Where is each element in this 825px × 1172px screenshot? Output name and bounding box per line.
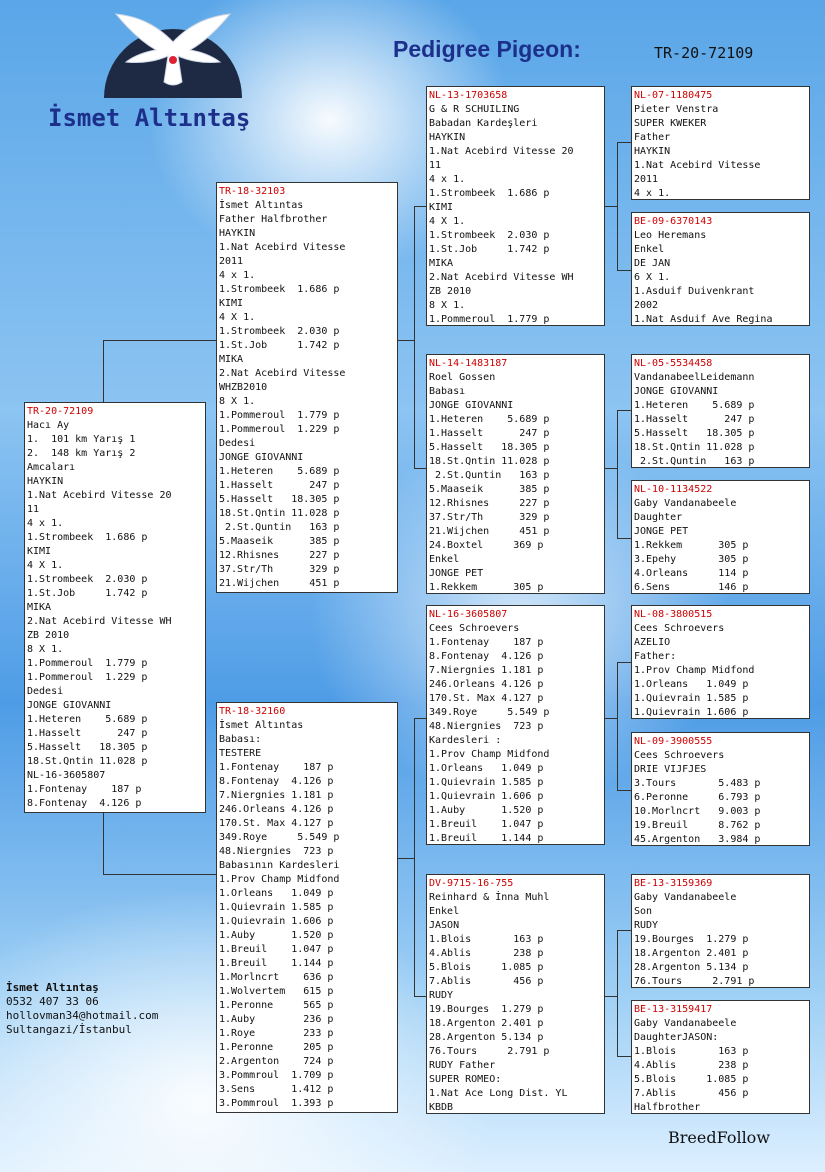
contact-block: [6, 981, 158, 1037]
pedigree-line: 4.Ablis 238 p: [634, 1060, 749, 1071]
pedigree-line: Babadan Kardeşleri: [429, 118, 538, 129]
pedigree-line: 1.Heteren 5.689 p: [219, 466, 340, 477]
pedigree-line: 1.Peronne 565 p: [219, 1000, 334, 1011]
pedigree-line: WHZB2010: [219, 382, 268, 393]
pedigree-line: 1.Strombeek 2.030 p: [429, 230, 550, 241]
pedigree-line: 7.Ablis 456 p: [634, 1088, 749, 1099]
connector: [617, 1056, 631, 1057]
pedigree-line: RUDY Father: [429, 1060, 496, 1071]
pedigree-line: 18.St.Qntin 11.028 p: [429, 456, 550, 467]
pedigree-line: 1.Hasselt 247 p: [634, 414, 755, 425]
connector: [617, 142, 618, 270]
pedigree-line: 1.Quievrain 1.585 p: [219, 902, 334, 913]
pigeon-card-dds[interactable]: [631, 874, 810, 988]
pedigree-line: 1.St.Job 1.742 p: [219, 340, 340, 351]
ring-id: NL-13-1703658: [429, 90, 508, 101]
pedigree-line: 3.Tours 5.483 p: [634, 778, 761, 789]
pedigree-line: 1.Strombeek 1.686 p: [219, 284, 340, 295]
pedigree-line: 1.Fontenay 187 p: [27, 784, 142, 795]
connector: [617, 270, 631, 271]
pedigree-line: 1.Hasselt 247 p: [27, 728, 148, 739]
pigeon-card-ddd[interactable]: [631, 1000, 810, 1114]
pedigree-line: DE JAN: [634, 258, 671, 269]
pedigree-line: 18.Argenton 2.401 p: [634, 948, 749, 959]
pedigree-line: SUPER KWEKER: [634, 118, 707, 129]
pedigree-line: 1.Heteren 5.689 p: [634, 400, 755, 411]
pedigree-line: 10.Morlncrt 9.003 p: [634, 806, 761, 817]
contact-email[interactable]: hollovman34@hotmail.com: [6, 1009, 159, 1022]
pedigree-line: Roel Gossen: [429, 372, 496, 383]
ring-number: TR-20-72109: [654, 44, 754, 62]
pedigree-line: 2011: [219, 256, 244, 267]
ring-id: NL-09-3900555: [634, 736, 713, 747]
connector: [398, 340, 414, 341]
pedigree-line: Babası:: [219, 734, 262, 745]
pedigree-line: 7.Niergnies 1.181 p: [429, 665, 544, 676]
pedigree-line: JONGE PET: [429, 568, 484, 579]
pedigree-line: 1.Pommeroul 1.779 p: [27, 658, 148, 669]
pedigree-line: 2. 148 km Yarış 2: [27, 448, 136, 459]
pedigree-line: 28.Argenton 5.134 p: [634, 962, 749, 973]
pedigree-line: Father:: [634, 651, 677, 662]
pedigree-line: MIKA: [27, 602, 52, 613]
pedigree-line: 2.Nat Acebird Vitesse: [219, 368, 346, 379]
pedigree-line: 1.Orleans 1.049 p: [429, 763, 544, 774]
pedigree-line: 21.Wijchen 451 p: [429, 526, 550, 537]
pedigree-line: Enkel: [429, 554, 460, 565]
pedigree-line: 1.Nat Acebird Vitesse 20: [429, 146, 574, 157]
ring-id: TR-18-32160: [219, 706, 286, 717]
pedigree-line: 1.Fontenay 187 p: [219, 762, 334, 773]
pedigree-line: 18.Argenton 2.401 p: [429, 1018, 544, 1029]
pedigree-line: JONGE PET: [634, 526, 689, 537]
pedigree-line: TESTERE: [219, 748, 262, 759]
pedigree-line: 349.Roye 5.549 p: [219, 832, 340, 843]
pedigree-line: 1.Breuil 1.144 p: [219, 958, 334, 969]
pedigree-line: 11: [429, 160, 442, 171]
pedigree-line: 1.Hasselt 247 p: [429, 428, 550, 439]
pedigree-line: 48.Niergnies 723 p: [219, 846, 334, 857]
connector: [605, 468, 617, 469]
pedigree-line: 170.St. Max 4.127 p: [219, 818, 334, 829]
pedigree-line: 1.Blois 163 p: [634, 1046, 749, 1057]
connector: [414, 718, 415, 996]
pedigree-line: 1.Quievrain 1.585 p: [429, 777, 544, 788]
connector: [414, 468, 426, 469]
pedigree-line: JONGE GIOVANNI: [634, 386, 719, 397]
ring-id: DV-9715-16-755: [429, 878, 514, 889]
pedigree-line: 5.Maaseik 385 p: [429, 484, 550, 495]
pigeon-card-sds[interactable]: [631, 354, 810, 468]
pedigree-line: 1.Roye 233 p: [219, 1028, 334, 1039]
pedigree-line: 1.Quievrain 1.585 p: [634, 693, 749, 704]
pedigree-line: 2.Nat Acebird Vitesse WH: [429, 272, 574, 283]
pedigree-line: 4.Orleans 114 p: [634, 568, 749, 579]
pedigree-line: Son: [634, 906, 653, 917]
connector: [103, 874, 217, 875]
pedigree-line: RUDY: [634, 920, 659, 931]
pedigree-line: 1.Breuil 1.047 p: [219, 944, 334, 955]
pedigree-line: 6.Sens 146 p: [634, 582, 749, 593]
pedigree-line: Babası: [429, 386, 466, 397]
pedigree-line: 3.Pommroul 1.709 p: [219, 1070, 334, 1081]
pedigree-line: 28.Argenton 5.134 p: [429, 1032, 544, 1043]
pedigree-line: 1.Morlncrt 636 p: [219, 972, 334, 983]
pedigree-line: 2.Nat Acebird Vitesse WH: [27, 616, 172, 627]
pedigree-line: 1.Pommeroul 1.229 p: [219, 424, 340, 435]
pedigree-line: 5.Maaseik 385 p: [219, 536, 340, 547]
pedigree-line: 5.Hasselt 18.305 p: [634, 428, 755, 439]
pedigree-line: 1.St.Job 1.742 p: [429, 244, 550, 255]
pedigree-line: 1.Quievrain 1.606 p: [429, 791, 544, 802]
pedigree-line: 8 X 1.: [429, 300, 466, 311]
pedigree-line: ZB 2010: [429, 286, 472, 297]
pedigree-line: 170.St. Max 4.127 p: [429, 693, 544, 704]
pedigree-line: 19.Bourges 1.279 p: [429, 1004, 544, 1015]
contact-phone: 0532 407 33 06: [6, 995, 99, 1008]
pedigree-line: Kardesleri :: [429, 735, 502, 746]
pedigree-line: KIMI: [27, 546, 52, 557]
pedigree-line: 3.Pommroul 1.393 p: [219, 1098, 334, 1109]
connector: [605, 718, 617, 719]
pedigree-line: 21.Wijchen 451 p: [219, 578, 340, 589]
ring-id: BE-13-3159369: [634, 878, 713, 889]
pedigree-line: 45.Argenton 3.984 p: [634, 834, 761, 845]
pedigree-line: 6.Peronne 6.793 p: [634, 792, 761, 803]
contact-location: Sultangazi/İstanbul: [6, 1023, 132, 1036]
pedigree-line: 1.Prov Champ Midfond: [634, 665, 755, 676]
connector: [617, 538, 631, 539]
pedigree-line: Daughter: [634, 512, 683, 523]
pedigree-line: 1.Pommeroul 1.779 p: [429, 314, 550, 325]
pedigree-line: Babasının Kardesleri: [219, 860, 340, 871]
pedigree-line: 2011: [634, 174, 659, 185]
pedigree-line: 1.Breuil 1.144 p: [429, 833, 544, 844]
pedigree-line: 4 X 1.: [219, 312, 256, 323]
pedigree-line: AZELIO: [634, 637, 671, 648]
pedigree-line: SUPER ROMEO:: [429, 1074, 502, 1085]
connector: [414, 718, 426, 719]
pedigree-line: 2002: [634, 300, 659, 311]
contact-name: İsmet Altıntaş: [6, 981, 99, 994]
pedigree-line: JONGE GIOVANNI: [27, 700, 112, 711]
pedigree-line: 1.Strombeek 1.686 p: [429, 188, 550, 199]
pedigree-line: 1.Nat Acebird Vitesse 20: [27, 490, 172, 501]
connector: [414, 996, 426, 997]
pedigree-line: 8 X 1.: [27, 644, 64, 655]
pedigree-line: Enkel: [429, 906, 460, 917]
pedigree-line: KBDB: [429, 1102, 454, 1113]
pedigree-line: Amcaları: [27, 462, 76, 473]
pedigree-line: MIKA: [219, 354, 244, 365]
pedigree-line: 1.Auby 1.520 p: [429, 805, 544, 816]
pedigree-line: MIKA: [429, 258, 454, 269]
connector: [617, 930, 631, 931]
ring-id: NL-10-1134522: [634, 484, 713, 495]
pedigree-line: 76.Tours 2.791 p: [429, 1046, 550, 1057]
pedigree-line: 1.Orleans 1.049 p: [634, 679, 749, 690]
pedigree-line: 2.Argenton 724 p: [219, 1056, 334, 1067]
pigeon-card-ssd[interactable]: [631, 212, 810, 326]
pedigree-line: Leo Heremans: [634, 230, 707, 241]
ring-id: BE-13-3159417: [634, 1004, 713, 1015]
pedigree-line: 1.Nat Asduif Ave Regina: [634, 314, 773, 325]
pedigree-line: 1.Quievrain 1.606 p: [219, 916, 334, 927]
pedigree-line: 1.Quievrain 1.606 p: [634, 707, 749, 718]
pedigree-line: 1.Pommeroul 1.229 p: [27, 672, 148, 683]
connector: [103, 340, 217, 341]
pigeon-card-sire-dam[interactable]: [426, 354, 605, 594]
pedigree-line: 1.Peronne 205 p: [219, 1042, 334, 1053]
pedigree-line: 1.St.Job 1.742 p: [27, 588, 148, 599]
pedigree-line: NL-16-3605807: [27, 770, 106, 781]
pedigree-line: 12.Rhisnes 227 p: [219, 550, 340, 561]
pedigree-line: Hacı Ay: [27, 420, 70, 431]
brand-mark: BreedFollow: [668, 1128, 771, 1147]
pedigree-line: HAYKIN: [219, 228, 256, 239]
pedigree-line: 48.Niergnies 723 p: [429, 721, 544, 732]
pedigree-line: JONGE GIOVANNI: [429, 400, 514, 411]
pigeon-card-sire-sire[interactable]: [426, 86, 605, 326]
pedigree-line: 4 X 1.: [429, 216, 466, 227]
pedigree-line: 1.Hasselt 247 p: [219, 480, 340, 491]
owner-name: İsmet Altıntaş: [48, 104, 251, 132]
pedigree-line: Father: [634, 132, 671, 143]
pigeon-card-dam[interactable]: [216, 702, 398, 1113]
pedigree-line: KIMI: [219, 298, 244, 309]
pedigree-line: Pieter Venstra: [634, 104, 719, 115]
pedigree-line: DaughterJASON:: [634, 1032, 719, 1043]
ring-id: NL-16-3605807: [429, 609, 508, 620]
pigeon-card-dam-dam[interactable]: [426, 874, 605, 1114]
pedigree-line: 1.Heteren 5.689 p: [27, 714, 148, 725]
pedigree-line: 4 X 1.: [27, 560, 64, 571]
pedigree-line: 1.Strombeek 1.686 p: [27, 532, 148, 543]
pedigree-line: 7.Ablis 456 p: [429, 976, 544, 987]
pedigree-line: 18.St.Qntin 11.028 p: [219, 508, 340, 519]
pedigree-line: İsmet Altıntas: [219, 720, 304, 731]
pedigree-line: JONGE GIOVANNI: [219, 452, 304, 463]
pedigree-line: Cees Schroevers: [429, 623, 520, 634]
pedigree-line: 8.Fontenay 4.126 p: [27, 798, 142, 809]
pedigree-line: VandanabeelLeidemann: [634, 372, 755, 383]
pedigree-line: HAYKIN: [429, 132, 466, 143]
pedigree-line: Cees Schroevers: [634, 750, 725, 761]
pedigree-line: 5.Hasselt 18.305 p: [27, 742, 148, 753]
connector: [617, 410, 631, 411]
ring-id: NL-07-1180475: [634, 90, 713, 101]
pedigree-line: 6 X 1.: [634, 272, 671, 283]
pedigree-line: 1.Asduif Duivenkrant: [634, 286, 755, 297]
pedigree-line: 4 x 1.: [429, 174, 466, 185]
pigeon-card-sire[interactable]: [216, 182, 398, 593]
connector: [398, 858, 414, 859]
pedigree-line: Gaby Vandanabeele: [634, 498, 737, 509]
pedigree-line: 8.Fontenay 4.126 p: [429, 651, 544, 662]
connector: [617, 410, 618, 538]
pedigree-line: 4.Ablis 238 p: [429, 948, 544, 959]
pedigree-line: 3.Sens 1.412 p: [219, 1084, 334, 1095]
pedigree-line: 1. 101 km Yarış 1: [27, 434, 136, 445]
pedigree-line: 11: [27, 504, 40, 515]
pedigree-line: 24.Boxtel 369 p: [429, 540, 544, 551]
pedigree-line: 5.Hasselt 18.305 p: [429, 442, 550, 453]
pedigree-line: G & R SCHUILING: [429, 104, 520, 115]
connector: [414, 206, 426, 207]
pedigree-line: Dedesi: [27, 686, 64, 697]
pedigree-line: 7.Niergnies 1.181 p: [219, 790, 334, 801]
pedigree-line: DRIE VIJFJES: [634, 764, 707, 775]
connector: [617, 142, 631, 143]
pedigree-line: 1.Prov Champ Midfond: [219, 874, 340, 885]
pedigree-line: Gaby Vandanabeele: [634, 892, 737, 903]
pedigree-line: Halfbrother: [634, 1102, 701, 1113]
dove-logo: [104, 12, 242, 98]
pedigree-line: 5.Blois 1.085 p: [429, 962, 544, 973]
ring-id: NL-14-1483187: [429, 358, 508, 369]
pedigree-line: 1.Rekkem 305 p: [429, 582, 544, 593]
ring-id: NL-05-5534458: [634, 358, 713, 369]
pedigree-line: 4 x 1.: [634, 188, 671, 199]
connector: [414, 206, 415, 468]
pedigree-line: 1.Strombeek 2.030 p: [219, 326, 340, 337]
ring-id: TR-20-72109: [27, 406, 94, 417]
pedigree-line: 76.Tours 2.791 p: [634, 976, 755, 987]
pedigree-line: Dedesi: [219, 438, 256, 449]
pedigree-line: 1.Prov Champ Midfond: [429, 749, 550, 760]
pigeon-card-dsd[interactable]: [631, 732, 810, 846]
pedigree-line: İsmet Altıntas: [219, 200, 304, 211]
pedigree-line: 5.Hasselt 18.305 p: [219, 494, 340, 505]
pedigree-line: RUDY: [429, 990, 454, 1001]
pedigree-line: 8 X 1.: [219, 396, 256, 407]
pedigree-line: Cees Schroevers: [634, 623, 725, 634]
pedigree-line: KIMI: [429, 202, 454, 213]
pedigree-line: 1.Orleans 1.049 p: [219, 888, 334, 899]
pedigree-line: 246.Orleans 4.126 p: [429, 679, 544, 690]
pedigree-line: Reinhard & İnna Muhl: [429, 892, 550, 903]
pedigree-line: 1.Blois 163 p: [429, 934, 544, 945]
pedigree-line: HAYKIN: [27, 476, 64, 487]
pedigree-line: 1.Rekkem 305 p: [634, 540, 749, 551]
pedigree-line: 1.Heteren 5.689 p: [429, 414, 550, 425]
pedigree-line: 1.Fontenay 187 p: [429, 637, 544, 648]
connector: [617, 790, 631, 791]
pedigree-line: 1.Pommeroul 1.779 p: [219, 410, 340, 421]
pedigree-line: ZB 2010: [27, 630, 70, 641]
pedigree-line: 1.Nat Acebird Vitesse: [219, 242, 346, 253]
connector: [605, 206, 617, 207]
page-title: Pedigree Pigeon:: [393, 36, 581, 62]
pedigree-line: 1.Nat Acebird Vitesse: [634, 160, 761, 171]
pedigree-line: 5.Blois 1.085 p: [634, 1074, 749, 1085]
pedigree-line: Father Halfbrother: [219, 214, 328, 225]
connector: [617, 930, 618, 1056]
pigeon-card-sdd[interactable]: [631, 480, 810, 594]
pedigree-line: 2.St.Quntin 163 p: [429, 470, 550, 481]
pedigree-line: 4 x 1.: [27, 518, 64, 529]
pedigree-line: 37.Str/Th 329 p: [429, 512, 550, 523]
connector: [617, 662, 631, 663]
connector: [605, 996, 617, 997]
pedigree-line: 349.Roye 5.549 p: [429, 707, 550, 718]
pedigree-line: 2.St.Quntin 163 p: [634, 456, 755, 467]
pedigree-line: HAYKIN: [634, 146, 671, 157]
pedigree-line: 1.Breuil 1.047 p: [429, 819, 544, 830]
ring-id: NL-08-3800515: [634, 609, 713, 620]
connector: [617, 662, 618, 790]
pedigree-line: 18.St.Qntin 11.028 p: [634, 442, 755, 453]
pedigree-line: 1.Wolvertem 615 p: [219, 986, 334, 997]
pedigree-line: 37.Str/Th 329 p: [219, 564, 340, 575]
pedigree-line: 1.Auby 1.520 p: [219, 930, 334, 941]
pedigree-line: 4 x 1.: [219, 270, 256, 281]
pigeon-card-dss[interactable]: [631, 605, 810, 719]
pedigree-line: 8.Fontenay 4.126 p: [219, 776, 334, 787]
pigeon-card-subject[interactable]: [24, 402, 206, 813]
pedigree-line: 12.Rhisnes 227 p: [429, 498, 550, 509]
ring-id: TR-18-32103: [219, 186, 286, 197]
pedigree-line: 3.Epehy 305 p: [634, 554, 749, 565]
pedigree-line: JASON: [429, 920, 460, 931]
ring-id: BE-09-6370143: [634, 216, 713, 227]
pigeon-card-dam-sire[interactable]: [426, 605, 605, 845]
pedigree-line: 1.Nat Ace Long Dist. YL: [429, 1088, 568, 1099]
pigeon-card-sss[interactable]: [631, 86, 810, 200]
pedigree-line: 1.Strombeek 2.030 p: [27, 574, 148, 585]
pedigree-line: 19.Bourges 1.279 p: [634, 934, 749, 945]
pedigree-line: 2.St.Quntin 163 p: [219, 522, 340, 533]
pedigree-line: Enkel: [634, 244, 665, 255]
pedigree-line: 246.Orleans 4.126 p: [219, 804, 334, 815]
pedigree-line: Gaby Vandanabeele: [634, 1018, 737, 1029]
pedigree-line: 18.St.Qntin 11.028 p: [27, 756, 148, 767]
pedigree-line: 19.Breuil 8.762 p: [634, 820, 761, 831]
pedigree-line: 1.Auby 236 p: [219, 1014, 334, 1025]
